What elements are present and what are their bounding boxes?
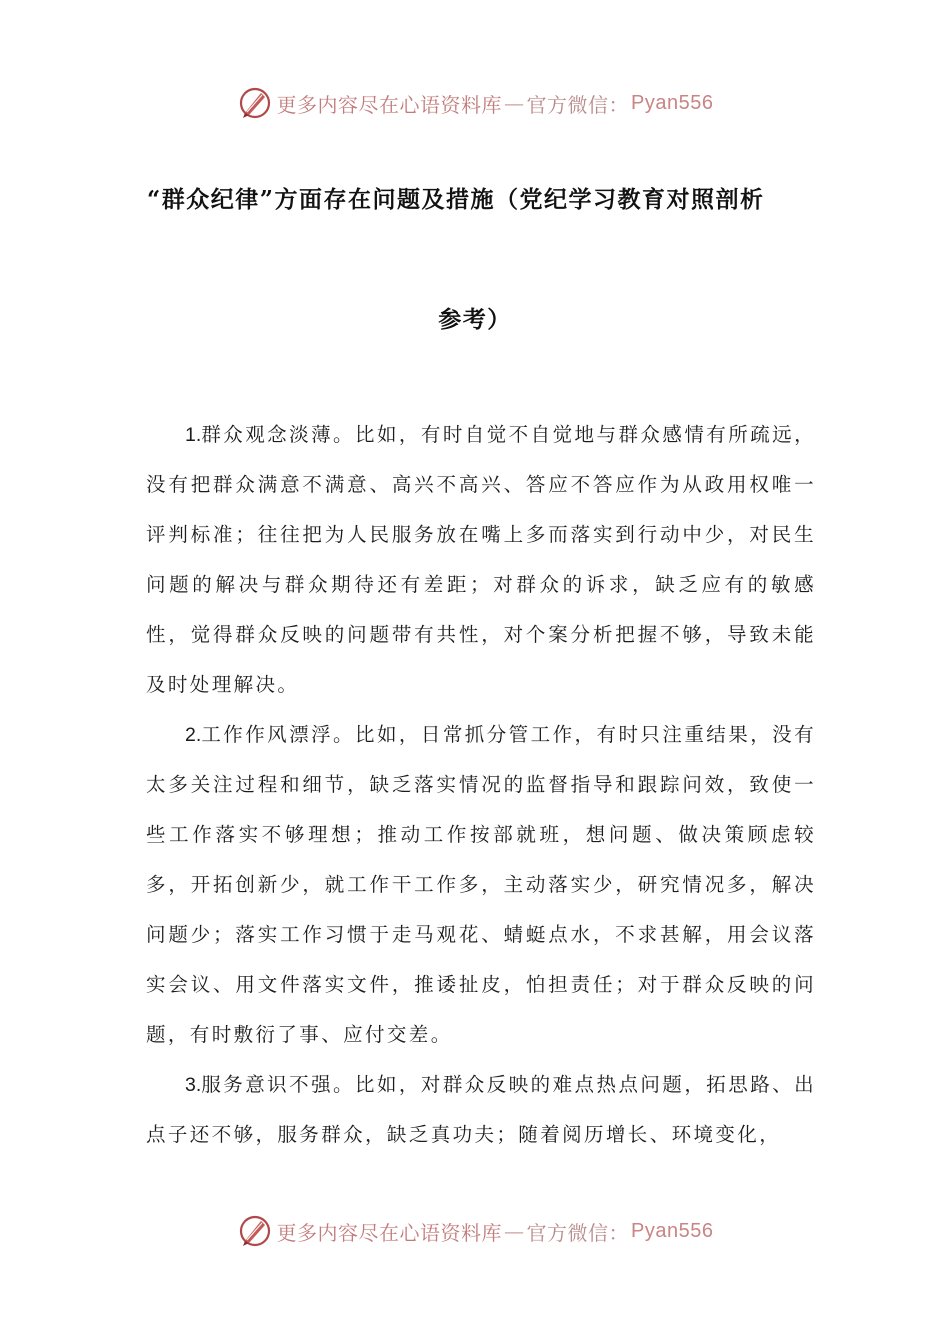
paragraph-3 bbox=[146, 1060, 816, 1160]
banner-wechat-id: Pyan556 bbox=[631, 1219, 714, 1242]
paragraph-number: 2. bbox=[185, 724, 202, 746]
banner-site-text: 更多内容尽在心语资料库 bbox=[276, 1220, 503, 1245]
paragraph-number: 1. bbox=[185, 424, 202, 446]
document-body bbox=[146, 410, 816, 1160]
pen-nib-logo-icon bbox=[237, 1213, 273, 1249]
document-title-line-2: 参考） bbox=[438, 306, 512, 333]
paragraph-text: 服务意识不强。比如，对群众反映的难点热点问题，拓思路、出点子还不够，服务群众，缺乏真功夫；随着阅历增长、环境变化， bbox=[146, 1073, 816, 1146]
paragraph-text: 工作作风漂浮。比如，日常抓分管工作，有时只注重结果，没有太多关注过程和细节，缺乏落实情况的监督指导和跟踪问效，致使一些工作落实不够理想；推动工作按部就班，想问题、做决策顾虑较多，开拓创新少，就工作干工作多，主动落实少，研究情况多，解决问题少；落实工作习惯于走马观花、蜻蜓点水，不求甚解，用会议落实会议、用文件落实文件，推诿扯皮，怕担责任；对于群众反映的问题，有时敷衍了事、应付交差。 bbox=[146, 723, 816, 1046]
footer-banner bbox=[0, 1209, 950, 1253]
paragraph-1 bbox=[146, 410, 816, 710]
banner-dash: — bbox=[504, 1219, 525, 1243]
banner-wechat-label: 官方微信： bbox=[526, 92, 630, 117]
document-title-line-1: “群众纪律”方面存在问题及措施（党纪学习教育对照剖析 bbox=[147, 186, 765, 213]
banner-wechat-label: 官方微信： bbox=[526, 1220, 630, 1245]
paragraph-number: 3. bbox=[185, 1074, 202, 1096]
banner-dash: — bbox=[504, 91, 525, 115]
pen-nib-logo-icon bbox=[237, 85, 273, 121]
paragraph-2 bbox=[146, 710, 816, 1060]
header-banner bbox=[0, 81, 950, 125]
banner-wechat-id: Pyan556 bbox=[631, 91, 714, 114]
paragraph-text: 群众观念淡薄。比如，有时自觉不自觉地与群众感情有所疏远，没有把群众满意不满意、高兴不高兴、答应不答应作为从政用权唯一评判标准；往往把为人民服务放在嘴上多而落实到行动中少，对民生问题的解决与群众期待还有差距；对群众的诉求，缺乏应有的敏感性，觉得群众反映的问题带有共性，对个案分析把握不够，导致未能及时处理解决。 bbox=[146, 423, 816, 696]
banner-site-text: 更多内容尽在心语资料库 bbox=[276, 92, 503, 117]
